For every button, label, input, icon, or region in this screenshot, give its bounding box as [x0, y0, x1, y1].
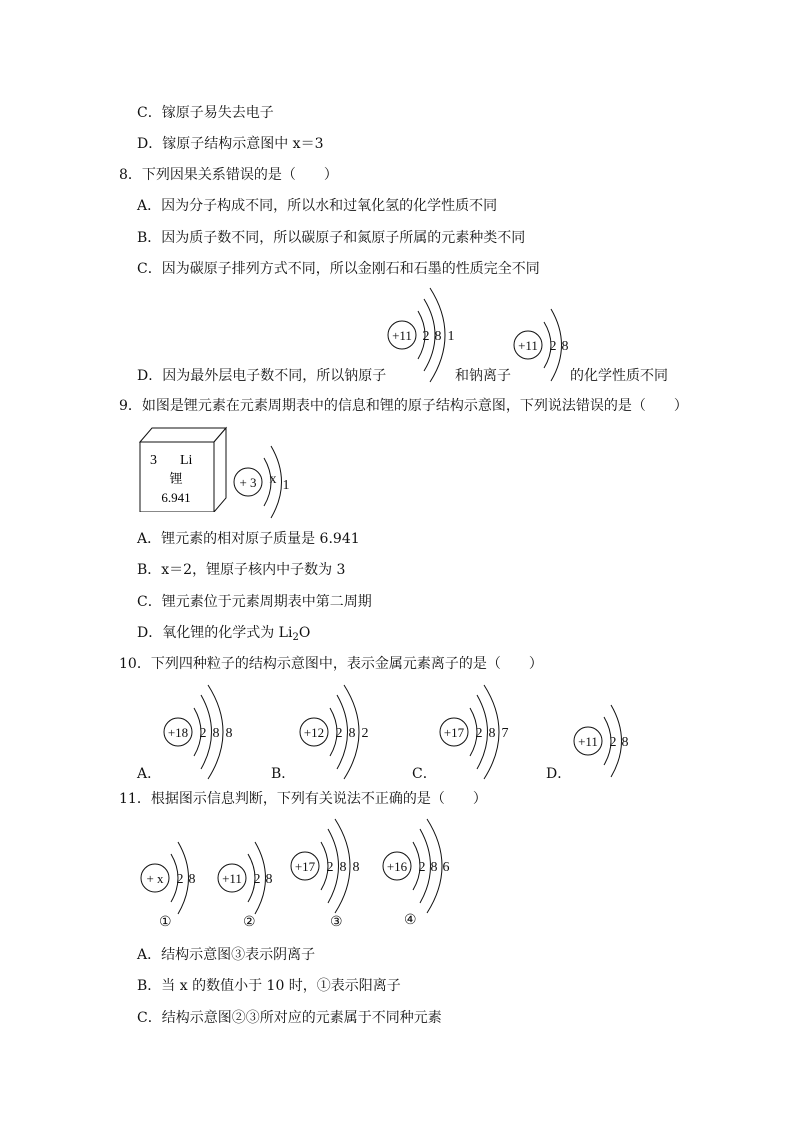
q11-label-4: ④ — [404, 912, 417, 928]
shell-count-3: 1 — [447, 329, 455, 344]
q10-label-d: D． — [546, 766, 572, 782]
tile-atomic-mass: 6.941 — [161, 490, 191, 505]
tile-element-name: 锂 — [169, 472, 183, 487]
q11-label-1: ① — [159, 914, 172, 930]
svg-text:8: 8 — [348, 726, 356, 741]
svg-text:8: 8 — [188, 872, 196, 887]
q11-label-3: ③ — [330, 914, 343, 930]
svg-text:2: 2 — [335, 726, 343, 741]
q10-particle-a — [160, 684, 245, 780]
svg-text:+18: +18 — [167, 725, 189, 740]
svg-text:8: 8 — [265, 872, 273, 887]
svg-text:2: 2 — [361, 726, 369, 741]
svg-text:2: 2 — [609, 735, 617, 750]
q11-particle-2 — [214, 840, 284, 916]
q11-option-a: A．结构示意图③表示阴离子 — [137, 947, 316, 963]
q11-option-c: C．结构示意图②③所对应的元素属于不同种元素 — [137, 1010, 442, 1026]
q7-option-c: C．镓原子易失去电子 — [137, 105, 274, 121]
svg-text:+17: +17 — [294, 859, 316, 874]
q8-option-c: C．因为碳原子排列方式不同，所以金刚石和石墨的性质完全不同 — [137, 261, 540, 277]
nucleus-label: +11 — [518, 338, 538, 353]
sodium-atom-diagram — [380, 285, 460, 385]
tile-symbol: Li — [180, 453, 193, 468]
q9-option-d-subscript: 2 — [292, 632, 299, 643]
q9-option-c: C．锂元素位于元素周期表中第二周期 — [137, 594, 372, 610]
shell-count-1: 2 — [549, 339, 557, 354]
shell-count-2: 8 — [434, 329, 442, 344]
svg-text:6: 6 — [442, 860, 450, 875]
svg-text:+ x: + x — [146, 871, 164, 886]
svg-text:8: 8 — [212, 726, 220, 741]
svg-text:2: 2 — [475, 726, 483, 741]
q10-stem: 10．下列四种粒子的结构示意图中，表示金属元素离子的是（ ） — [119, 656, 543, 672]
q10-particle-c — [436, 684, 521, 780]
sodium-ion-diagram — [506, 305, 576, 385]
q9-option-d — [137, 624, 310, 642]
q11-particle-3 — [287, 818, 372, 914]
svg-text:+11: +11 — [578, 734, 598, 749]
q7-option-d: D．镓原子结构示意图中 x＝3 — [137, 136, 324, 152]
q10-particle-d — [570, 703, 640, 779]
q11-stem: 11．根据图示信息判断，下列有关说法不正确的是（ ） — [119, 791, 487, 807]
tile-atomic-number: 3 — [150, 453, 157, 468]
q9-option-b: B．x＝2，锂原子核内中子数为 3 — [137, 562, 346, 578]
q9-stem: 9．如图是锂元素在元素周期表中的信息和锂的原子结构示意图，下列说法错误的是（ ） — [119, 398, 688, 414]
q10-label-b: B． — [271, 766, 296, 782]
svg-text:2: 2 — [199, 726, 207, 741]
q8-option-b: B．因为质子数不同，所以碳原子和氮原子所属的元素种类不同 — [137, 230, 526, 246]
periodic-table-tile — [136, 424, 228, 512]
svg-text:2: 2 — [418, 860, 426, 875]
svg-text:8: 8 — [621, 735, 629, 750]
svg-text:2: 2 — [326, 860, 334, 875]
shell-count-1: x — [269, 472, 277, 487]
svg-text:8: 8 — [225, 726, 233, 741]
q9-option-d-prefix: D．氧化锂的化学式为 Li — [137, 625, 293, 641]
q10-label-a: A． — [137, 766, 162, 782]
q11-label-2: ② — [243, 914, 256, 930]
nucleus-label: + 3 — [239, 475, 257, 490]
q10-label-c: C． — [412, 766, 437, 782]
svg-text:2: 2 — [176, 872, 184, 887]
svg-text:2: 2 — [253, 872, 261, 887]
shell-count-2: 8 — [561, 339, 569, 354]
q11-particle-1 — [137, 840, 207, 916]
q8-option-d-part1: D．因为最外层电子数不同，所以钠原子 — [137, 368, 387, 384]
q11-particle-4 — [379, 818, 464, 914]
q8-stem: 8．下列因果关系错误的是（ ） — [119, 167, 338, 183]
q9-option-a: A．锂元素的相对原子质量是 6.941 — [137, 531, 360, 547]
svg-text:8: 8 — [488, 726, 496, 741]
svg-text:8: 8 — [339, 860, 347, 875]
lithium-atom-diagram — [230, 444, 300, 520]
svg-text:8: 8 — [430, 860, 438, 875]
shell-count-2: 1 — [282, 478, 290, 493]
q8-option-a: A．因为分子构成不同，所以水和过氧化氢的化学性质不同 — [137, 198, 498, 214]
svg-text:8: 8 — [352, 860, 360, 875]
svg-text:+17: +17 — [443, 725, 465, 740]
tile-side-face — [214, 428, 226, 512]
svg-text:+12: +12 — [303, 725, 325, 740]
q8-option-d-part2: 和钠离子 — [455, 368, 511, 384]
q8-option-d-part3: 的化学性质不同 — [570, 368, 668, 384]
svg-text:+16: +16 — [386, 859, 408, 874]
q11-option-b: B．当 x 的数值小于 10 时，①表示阳离子 — [137, 978, 401, 994]
q10-particle-b — [296, 684, 381, 780]
nucleus-label: +11 — [392, 328, 412, 343]
tile-top-face — [140, 428, 226, 442]
svg-text:7: 7 — [501, 726, 509, 741]
q9-option-d-suffix: O — [298, 625, 311, 641]
svg-text:+11: +11 — [222, 871, 242, 886]
shell-count-1: 2 — [422, 329, 430, 344]
